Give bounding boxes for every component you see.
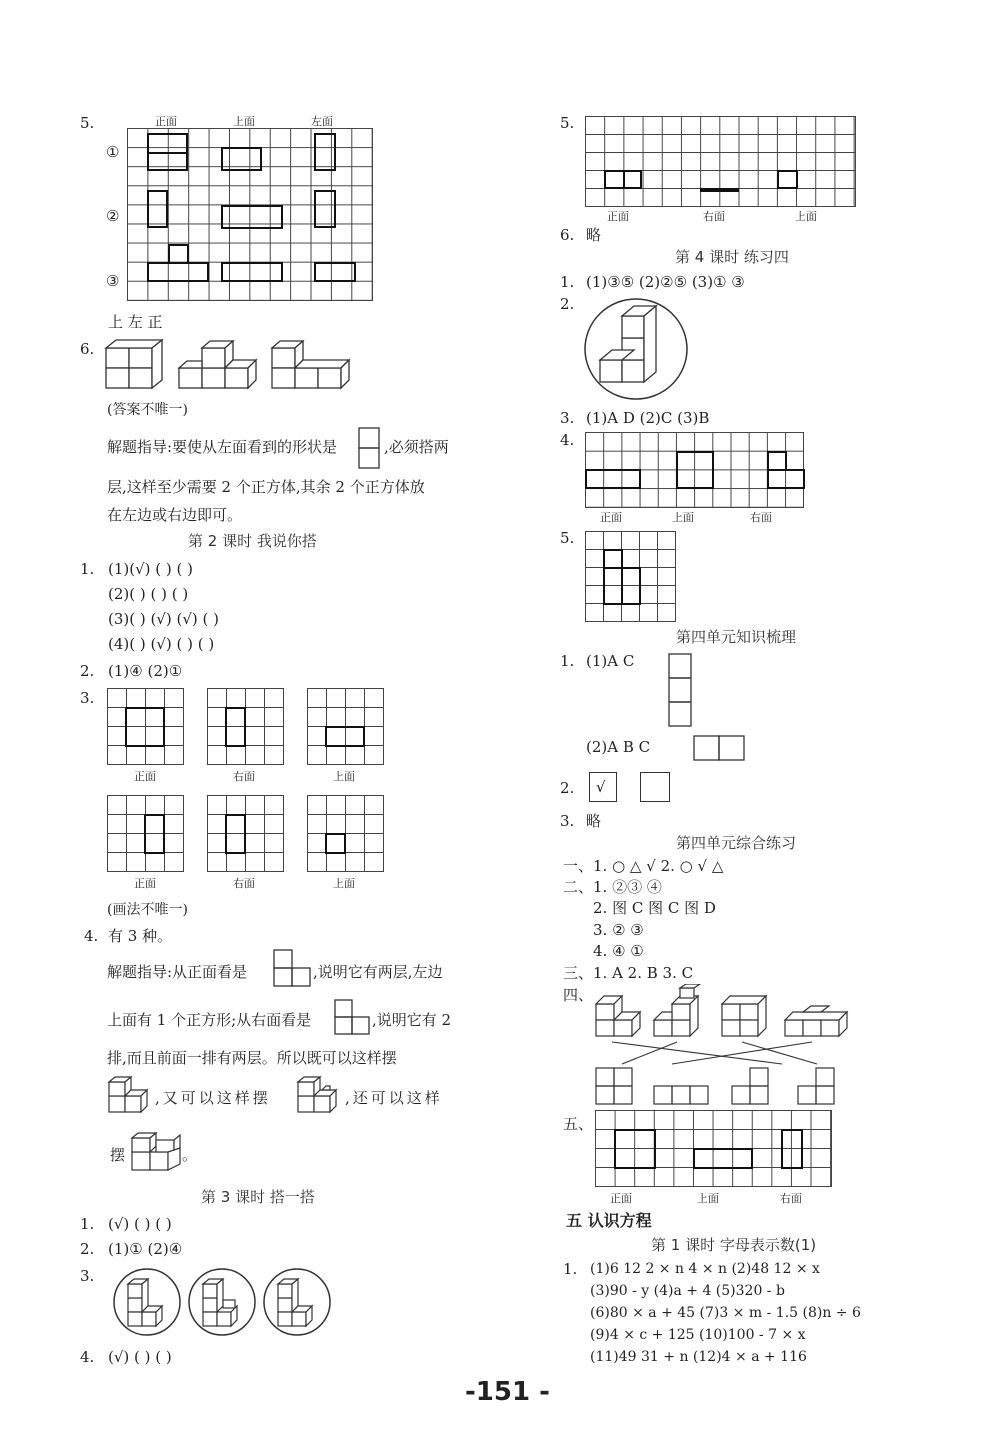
q5-shape bbox=[314, 262, 356, 282]
q6-note: (答案不唯一) bbox=[107, 402, 188, 418]
q5-shape bbox=[147, 152, 188, 154]
lesson4-q2-figure bbox=[582, 296, 690, 402]
right-q5-shape bbox=[623, 170, 642, 189]
unit5-title: 五 认识方程 bbox=[566, 1211, 652, 1230]
q6-guide-2: 层,这样至少需要 2 个正方体,其余 2 个正方体放 bbox=[107, 478, 425, 496]
right-q6-answer: 略 bbox=[586, 226, 602, 244]
lesson3-title: 第 3 课时 搭一搭 bbox=[201, 1188, 315, 1206]
right-q5-grid bbox=[585, 116, 856, 207]
summary-q2-number: 2. bbox=[560, 779, 575, 797]
lesson4-q4-label: 右面 bbox=[750, 511, 772, 524]
review-q5-shape bbox=[614, 1129, 656, 1169]
review-title: 第四单元综合练习 bbox=[676, 834, 797, 852]
lesson2-q2-number: 2. bbox=[80, 662, 95, 680]
review-line-4: 3. ② ③ bbox=[593, 921, 644, 939]
summary-q1-answer-a: (1)A C bbox=[586, 652, 635, 670]
review-line-2: 二、1. ②③ ④ bbox=[563, 878, 662, 896]
lesson4-q1-answer: (1)③⑤ (2)②⑤ (3)① ③ bbox=[586, 273, 745, 291]
summary-q3-number: 3. bbox=[560, 812, 575, 830]
lesson4-title: 第 4 课时 练习四 bbox=[675, 248, 789, 266]
summary-q1-number: 1. bbox=[560, 652, 575, 670]
lesson4-q5-number: 5. bbox=[560, 529, 575, 547]
lesson4-q4-shape bbox=[676, 451, 714, 489]
q5-shape bbox=[147, 262, 209, 282]
lesson2-q4-right-shape bbox=[333, 998, 373, 1040]
lesson2-q4-cube-3 bbox=[128, 1132, 188, 1176]
review-line-8: 五、 bbox=[563, 1115, 594, 1133]
q5-shape bbox=[147, 190, 168, 228]
q5-row-3: ③ bbox=[106, 272, 120, 290]
review-line-1: 一、1. ○ △ √ 2. ○ √ △ bbox=[563, 857, 724, 875]
q5-row-2: ② bbox=[106, 207, 120, 225]
lesson4-q1-number: 1. bbox=[560, 273, 575, 291]
lesson2-q4-guide-1a: 解题指导:从正面看是 bbox=[107, 963, 248, 981]
unit5-line-2: (3)90 - y (4)a + 4 (5)320 - b bbox=[590, 1283, 785, 1299]
unit5-line-4: (9)4 × c + 125 (10)100 - 7 × x bbox=[590, 1327, 806, 1343]
lesson4-q3-number: 3. bbox=[560, 409, 575, 427]
lesson2-q3-shape bbox=[325, 726, 365, 747]
lesson3-q2-number: 2. bbox=[80, 1240, 95, 1258]
q6-number: 6. bbox=[80, 340, 95, 358]
lesson2-q3-label: 上面 bbox=[333, 770, 355, 783]
q5-label-top: 上面 bbox=[233, 115, 255, 128]
review-q5-shape bbox=[693, 1148, 753, 1169]
lesson2-q4-cube-1 bbox=[107, 1076, 159, 1120]
lesson2-q4-guide-2a: 上面有 1 个正方形;从右面看是 bbox=[107, 1011, 312, 1029]
lesson3-q4-answer: (√) ( ) ( ) bbox=[108, 1348, 172, 1366]
q5-shape bbox=[314, 133, 336, 171]
lesson2-q2-answer: (1)④ (2)① bbox=[108, 662, 183, 680]
review-matching-figure bbox=[592, 984, 862, 1114]
q5-label-left: 左面 bbox=[311, 115, 333, 128]
lesson2-q4-front-shape bbox=[272, 948, 316, 990]
lesson2-q4-guide-2b: ,说明它有 2 bbox=[372, 1011, 452, 1029]
page-number: -151 - bbox=[465, 1377, 550, 1407]
lesson3-q2-answer: (1)① (2)④ bbox=[108, 1240, 183, 1258]
lesson2-q3-number: 3. bbox=[80, 689, 95, 707]
lesson2-q3-shape bbox=[225, 707, 246, 747]
lesson2-q4-answer: 有 3 种。 bbox=[108, 927, 173, 945]
lesson4-q4-shape bbox=[767, 469, 805, 489]
lesson2-q4-cube-2 bbox=[296, 1076, 348, 1120]
review-q5-shape bbox=[781, 1129, 803, 1169]
lesson2-q3-shape bbox=[225, 814, 246, 854]
summary-q2-check: √ bbox=[596, 778, 606, 796]
lesson4-q4-number: 4. bbox=[560, 431, 575, 449]
q6-guide-1b: ,必须搭两 bbox=[384, 438, 449, 456]
right-q5-number: 5. bbox=[560, 114, 575, 132]
lesson2-q1-row-1: (1)(√) ( ) ( ) bbox=[108, 560, 193, 578]
unit5-lesson1-title: 第 1 课时 字母表示数(1) bbox=[651, 1236, 817, 1254]
right-q5-shape bbox=[777, 170, 798, 189]
lesson2-q3-shape bbox=[325, 833, 346, 854]
unit5-line-3: (6)80 × a + 45 (7)3 × m - 1.5 (8)n ÷ 6 bbox=[590, 1305, 861, 1321]
unit5-q1-number: 1. bbox=[563, 1260, 578, 1278]
review-line-6: 三、1. A 2. B 3. C bbox=[563, 964, 694, 982]
q5-shape bbox=[221, 205, 283, 229]
q5-shape bbox=[221, 147, 262, 171]
lesson2-q4-guide-5a: 摆 bbox=[110, 1146, 126, 1164]
lesson2-q4-guide-5b: 。 bbox=[182, 1146, 198, 1164]
review-line-3: 2. 图 C 图 C 图 D bbox=[593, 899, 716, 917]
review-q5-label: 正面 bbox=[610, 1192, 632, 1205]
lesson4-q4-shape bbox=[585, 469, 641, 489]
review-q5-label: 右面 bbox=[780, 1192, 802, 1205]
q6-cube-figures bbox=[104, 338, 354, 390]
q6-guide-3: 在左边或右边即可。 bbox=[107, 506, 243, 524]
summary-title: 第四单元知识梳理 bbox=[676, 628, 797, 646]
lesson2-q3-label: 上面 bbox=[333, 877, 355, 890]
lesson2-q4-guide-3: 排,而且前面一排有两层。所以既可以这样摆 bbox=[107, 1049, 397, 1067]
lesson2-q3-shape bbox=[125, 707, 165, 747]
summary-q2-box-empty bbox=[640, 772, 670, 802]
summary-q1-answer-b: (2)A B C bbox=[586, 738, 651, 756]
lesson2-q1-number: 1. bbox=[80, 560, 95, 578]
lesson2-title: 第 2 课时 我说你搭 bbox=[188, 532, 317, 550]
lesson2-q4-guide-1b: ,说明它有两层,左边 bbox=[313, 963, 443, 981]
right-q6-number: 6. bbox=[560, 226, 575, 244]
q6-guide-shape bbox=[357, 426, 383, 470]
lesson2-q4-number: 4. bbox=[84, 927, 99, 945]
unit5-line-1: (1)6 12 2 × n 4 × n (2)48 12 × x bbox=[590, 1261, 820, 1277]
lesson2-q3-note: (画法不唯一) bbox=[107, 902, 188, 918]
lesson4-q4-label: 正面 bbox=[600, 511, 622, 524]
q5-answer: 上 左 正 bbox=[108, 313, 163, 331]
lesson2-q1-row-2: (2)( ) ( ) ( ) bbox=[108, 585, 189, 603]
lesson3-q3-number: 3. bbox=[80, 1267, 95, 1285]
lesson2-q1-row-3: (3)( ) (√) (√) ( ) bbox=[108, 610, 220, 628]
q5-shape bbox=[221, 262, 283, 282]
unit5-line-5: (11)49 31 + n (12)4 × a + 116 bbox=[590, 1349, 807, 1365]
lesson4-q5-shape bbox=[603, 567, 641, 605]
right-q5-label: 右面 bbox=[703, 210, 725, 223]
lesson2-q4-guide-4a: ,又可以这样摆 bbox=[155, 1089, 271, 1107]
lesson4-q4-shape bbox=[767, 451, 787, 471]
q6-guide-1: 解题指导:要使从左面看到的形状是 bbox=[107, 438, 338, 456]
lesson4-q3-answer: (1)A D (2)C (3)B bbox=[586, 409, 710, 427]
lesson2-q3-label: 右面 bbox=[233, 770, 255, 783]
lesson3-q1-answer: (√) ( ) ( ) bbox=[108, 1215, 172, 1233]
right-q5-label: 正面 bbox=[607, 210, 629, 223]
right-q5-shape bbox=[700, 188, 739, 192]
lesson3-q3-circles bbox=[110, 1266, 335, 1338]
review-q5-label: 上面 bbox=[697, 1192, 719, 1205]
summary-q3-answer: 略 bbox=[586, 812, 602, 830]
lesson2-q3-label: 右面 bbox=[233, 877, 255, 890]
q5-shape bbox=[168, 244, 189, 264]
right-q5-label: 上面 bbox=[795, 210, 817, 223]
q5-row-1: ① bbox=[106, 143, 120, 161]
q5-number: 5. bbox=[80, 114, 95, 132]
lesson3-q4-number: 4. bbox=[80, 1348, 95, 1366]
lesson4-q2-number: 2. bbox=[560, 295, 575, 313]
lesson2-q3-shape bbox=[144, 814, 165, 854]
lesson2-q3-label: 正面 bbox=[134, 770, 156, 783]
summary-q1-column-shape bbox=[667, 652, 693, 730]
lesson2-q3-label: 正面 bbox=[134, 877, 156, 890]
q5-label-front: 正面 bbox=[155, 115, 177, 128]
summary-q1-row-shape bbox=[692, 734, 746, 762]
lesson3-q1-number: 1. bbox=[80, 1215, 95, 1233]
review-line-7: 四、 bbox=[563, 986, 594, 1004]
lesson2-q1-row-4: (4)( ) (√) ( ) ( ) bbox=[108, 635, 215, 653]
lesson2-q4-guide-4b: ,还可以这样 bbox=[345, 1089, 443, 1107]
lesson4-q4-label: 上面 bbox=[672, 511, 694, 524]
q5-shape bbox=[314, 190, 336, 228]
review-line-5: 4. ④ ① bbox=[593, 942, 644, 960]
